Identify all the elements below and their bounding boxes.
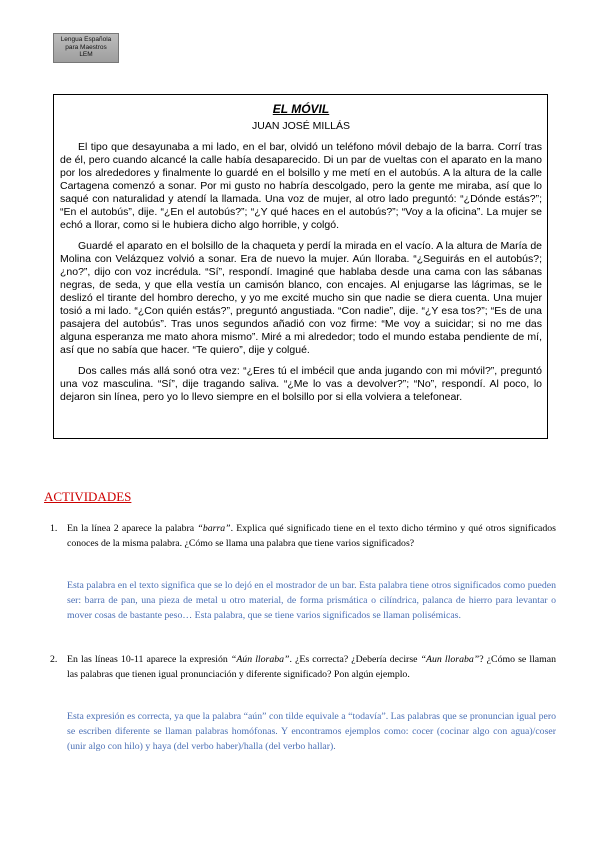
story-paragraph-1: El tipo que desayunaba a mi lado, en el bar, olvidó un teléfono móvil debajo de la barra. Corrí tras de él, pero cuando alcancé la calle había desaparecido. Di un par de vueltas con el aparato en la mano por los alrededores y finalmente lo guardé en el bolsillo y me metí en el autobús. A la altura de la calle Cartagena comenzó a sonar. Por mi gusto no habría descolgado, pero la gente me miraba, así que lo saqué con naturalidad y atendí la llamada. Una voz de mujer, al otro lado preguntó: “¿Dónde estás?”; “En el autobús”, dije. “¿En el autobús?”; “¿Y qué haces en el autobús?”; “Voy a la oficina”. La mujer se echó a llorar, como si le hubiera dicho algo horrible, y colgó. xyxy=(60,141,542,231)
question-text-italic: “Aun lloraba” xyxy=(420,654,480,665)
story-box xyxy=(53,94,548,439)
question-1 xyxy=(50,521,556,551)
activities-heading: ACTIVIDADES xyxy=(44,489,132,504)
question-text-italic: “barra” xyxy=(197,523,231,534)
question-text-part: ? ¿Cómo se llaman las palabras que tienen igual pronunciación y diferente significado? Pon algún ejemplo. xyxy=(67,654,556,680)
question-text-part: . ¿Es correcta? ¿Debería decirse xyxy=(289,654,421,665)
story-paragraph-2: Guardé el aparato en el bolsillo de la chaqueta y perdí la mirada en el vacío. A la altura de María de Molina con Velázquez volvió a sonar. Era de nuevo la mujer. Aún lloraba. “¿Seguirás en el autobús?; ¿no?”, dijo con voz incrédula. “Sí”, respondí. Imaginé que hablaba desde una cama con las sábanas negras, de seda, y que ella vestía un camisón blanco, con encajes. Al enjugarse las lágrimas, se le deslizó el tirante del hombro derecho, y yo me excité mucho sin que nadie se diera cuenta. Una mujer tosió a mi lado. “¿Con quién estás?”, preguntó angustiada. “Con nadie”, dije. “¿Y esa tos?”; “Es de una pasajera del autobús”. Tras unos segundos añadió con voz firme: “Me voy a suicidar; si no me das alguna esperanza me mato ahora mismo”. Miré a mi alrededor; todo el mundo estaba pendiente de mí, así que no sabía que hacer. “Te quiero”, dije y colgué. xyxy=(60,240,542,356)
question-text xyxy=(67,652,556,682)
question-number: 2. xyxy=(50,654,58,665)
answer-2: Esta expresión es correcta, ya que la palabra “aún” con tilde equivale a “todavía”. Las palabras que se pronuncian igual pero se escriben diferente se llaman palabras homófonas. Y encontramos ejemplos como: cocer (cocinar algo con agua)/coser (unir algo con hilo) y haya (del verbo haber)/halla (del verbo hallar). xyxy=(67,711,556,752)
answer-1: Esta palabra en el texto significa que se lo dejó en el mostrador de un bar. Esta palabra tiene otros significados como pueden ser: barra de pan, una pieza de metal u otro material, de forma prismática o cilíndrica, palanca de hierro para levantar o mover cosas de bastante peso… Esta palabra, que se tiene varios significados se llaman polisémicas. xyxy=(67,580,556,621)
logo-line-1: Lengua Española xyxy=(60,36,112,43)
question-2 xyxy=(50,652,556,682)
question-text-italic: “Aún lloraba” xyxy=(230,654,290,665)
story-paragraph-3: Dos calles más allá sonó otra vez: “¿Eres tú el imbécil que anda jugando con mi móvil?”, preguntó una voz masculina. “Sí”, dije tragando saliva. “¿Me lo vas a devolver?”; “No”, respondí. Al poco, lo dejaron sin línea, pero yo lo llevo siempre en el bolsillo por si ella volviera a telefonear. xyxy=(60,365,542,403)
question-text-part: En las líneas 10-11 aparece la expresión xyxy=(67,654,231,665)
story-author: JUAN JOSÉ MILLÁS xyxy=(251,120,351,132)
question-text-part: En la línea 2 aparece la palabra xyxy=(67,523,198,534)
logo-line-3: LEM xyxy=(79,51,93,58)
story-title: EL MÓVIL xyxy=(272,102,330,116)
logo-line-2: para Maestros xyxy=(65,43,107,51)
question-text xyxy=(67,521,556,551)
logo xyxy=(53,33,119,63)
question-text-part: . Explica qué significado tiene en el texto dicho término y qué otros significados conoces de la misma palabra. ¿Cómo se llama una palabra que tiene varios significados? xyxy=(67,523,556,549)
question-number: 1. xyxy=(50,523,58,534)
